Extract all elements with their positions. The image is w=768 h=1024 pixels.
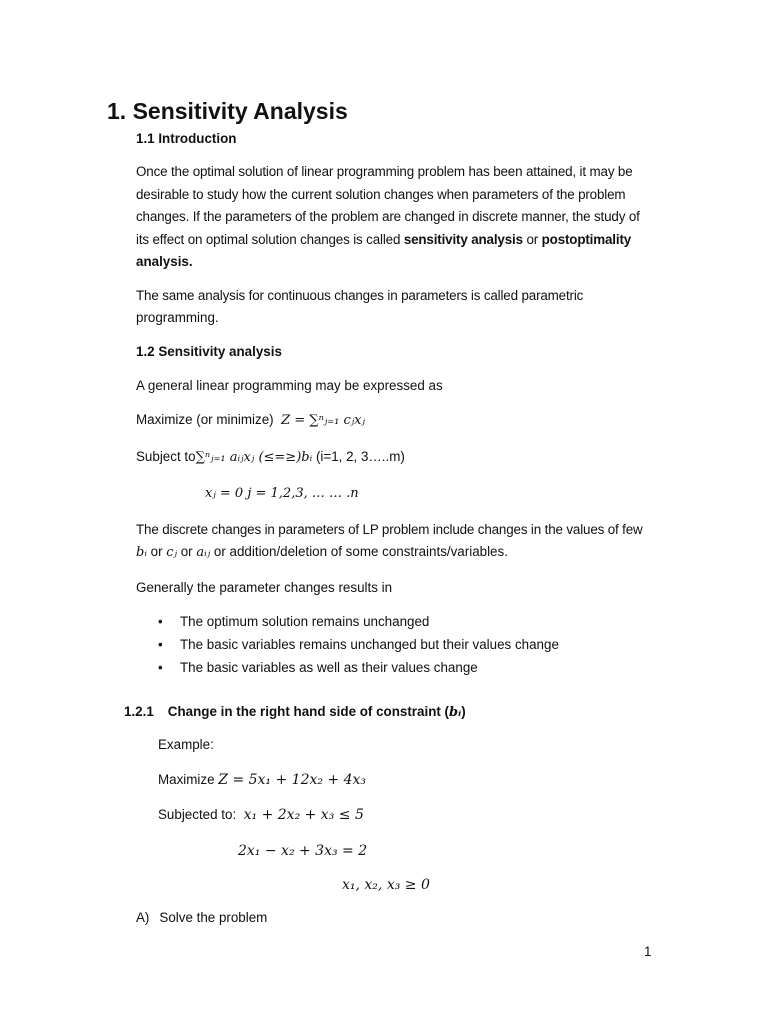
bullet-icon: •: [158, 637, 163, 652]
math-expression: Z = 5x₁ + 12x₂ + 4x₃: [218, 772, 367, 788]
paragraph-line: desirable to study how the current solution changes when parameters of the problem: [136, 187, 626, 202]
list-item-text: The basic variables remains unchanged but their values change: [180, 637, 559, 652]
math-expression: cⱼ: [166, 545, 178, 560]
paragraph-line: [136, 543, 508, 562]
text: Solve the problem: [159, 910, 268, 925]
bold-term: sensitivity analysis: [403, 232, 523, 247]
math-expression: Z = ∑ⁿⱼ₌₁ cⱼxⱼ: [281, 413, 365, 428]
list-item-text: The optimum solution remains unchanged: [180, 614, 430, 629]
bullet-icon: •: [158, 660, 163, 675]
page-number: 1: [644, 944, 652, 959]
example-constraint: [158, 806, 364, 824]
text: ): [461, 704, 466, 719]
objective-line: [136, 411, 365, 430]
subsection-heading: [124, 703, 466, 722]
text: or addition/deletion of some constraints/variables.: [210, 544, 508, 559]
part-a: [136, 909, 267, 927]
paragraph-line: programming.: [136, 310, 219, 325]
list-item-text: The basic variables as well as their values change: [180, 660, 478, 675]
paragraph: Generally the parameter changes results in: [136, 580, 393, 595]
text: Maximize: [158, 772, 219, 787]
math-expression: ∑ⁿⱼ₌₁ aᵢⱼxⱼ (≤=≥)bᵢ: [195, 450, 313, 465]
list-item: [158, 636, 559, 654]
text: or: [177, 544, 197, 559]
text: Change in the right hand side of constraint (: [167, 704, 450, 719]
paragraph-line: changes. If the parameters of the problem are changed in discrete manner, the study of: [136, 209, 640, 224]
list-marker: A): [136, 910, 150, 925]
math-expression: 2x₁ − x₂ + 3x₃ = 2: [238, 843, 368, 859]
text: its effect on optimal solution changes is called: [136, 232, 404, 247]
math-expression: [205, 484, 359, 503]
page-title: 1. Sensitivity Analysis: [107, 98, 348, 124]
math-expression: aᵢⱼ: [196, 545, 211, 560]
list-item: [158, 659, 478, 677]
bullet-icon: •: [158, 614, 163, 629]
math-expression: xⱼ = 0 j = 1,2,3, … … .n: [205, 486, 359, 501]
section-number: 1.2.1: [124, 704, 154, 719]
math-expression: x₁ + 2x₂ + x₃ ≤ 5: [243, 807, 364, 823]
constraint-line: [136, 448, 405, 467]
text: or: [146, 544, 167, 559]
section-heading-sensitivity: 1.2 Sensitivity analysis: [136, 344, 282, 359]
section-heading-introduction: 1.1 Introduction: [136, 131, 237, 146]
example-nonnegativity: [342, 876, 430, 894]
text: Subjected to:: [158, 807, 237, 822]
paragraph-line: The same analysis for continuous changes in parameters is called parametric: [136, 288, 584, 303]
math-expression: bᵢ: [136, 545, 147, 560]
text: Maximize (or minimize): [136, 412, 274, 427]
list-item: [158, 613, 430, 631]
paragraph-line: [136, 231, 631, 249]
bold-term: analysis.: [136, 254, 193, 269]
text: (i=1, 2, 3…..m): [312, 449, 405, 464]
math-expression: x₁, x₂, x₃ ≥ 0: [342, 877, 430, 893]
text: or: [522, 232, 542, 247]
paragraph: A general linear programming may be expressed as: [136, 378, 443, 393]
paragraph-line: Once the optimal solution of linear programming problem has been attained, it may be: [136, 164, 633, 179]
text: Subject to: [136, 449, 196, 464]
paragraph-line: The discrete changes in parameters of LP problem include changes in the values of few: [136, 522, 643, 537]
math-expression: bᵢ: [449, 705, 462, 720]
example-label: Example:: [158, 737, 214, 752]
example-objective: [158, 771, 366, 789]
example-constraint: [238, 842, 367, 860]
bold-term: postoptimality: [541, 232, 632, 247]
